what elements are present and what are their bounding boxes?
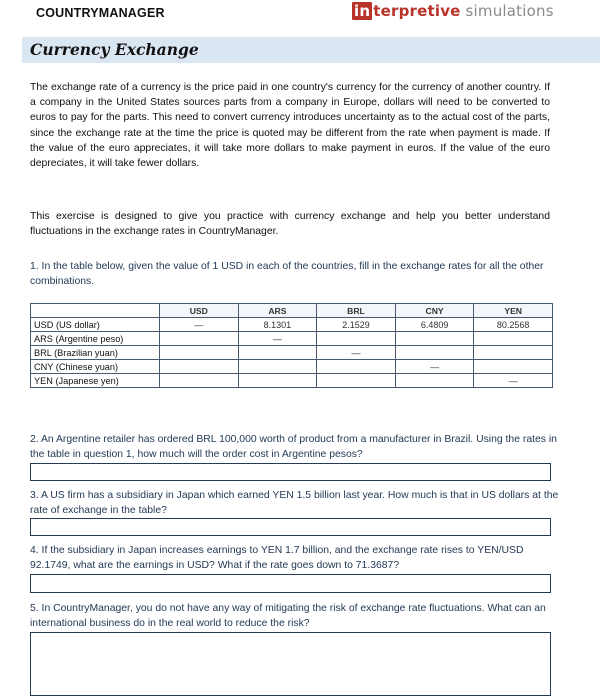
rate-cell[interactable] bbox=[160, 332, 239, 346]
rate-cell[interactable] bbox=[395, 346, 474, 360]
answer-box-4[interactable] bbox=[30, 574, 551, 593]
col-header-brl: BRL bbox=[317, 304, 396, 318]
table-row bbox=[31, 318, 553, 332]
rate-cell[interactable] bbox=[317, 374, 396, 388]
rate-cell: — bbox=[238, 332, 317, 346]
answer-box-5[interactable] bbox=[30, 632, 551, 696]
rate-cell[interactable] bbox=[238, 374, 317, 388]
col-header-ars: ARS bbox=[238, 304, 317, 318]
row-label: ARS (Argentine peso) bbox=[31, 332, 160, 346]
row-label: CNY (Chinese yuan) bbox=[31, 360, 160, 374]
rate-cell: — bbox=[160, 318, 239, 332]
question-2: 2. An Argentine retailer has ordered BRL 100,000 worth of product from a manufacturer in Brazil. Using the rates in the table in question 1, how much will the order cost in Argentine pesos? bbox=[30, 434, 557, 460]
question-3: 3. A US firm has a subsidiary in Japan which earned YEN 1.5 billion last year. How much is that in US dollars at the rate of exchange in the table? bbox=[30, 490, 559, 516]
rate-cell[interactable] bbox=[474, 346, 553, 360]
rate-cell[interactable] bbox=[474, 332, 553, 346]
logo-mark: in bbox=[354, 2, 371, 20]
rate-cell: 2.1529 bbox=[317, 318, 396, 332]
rate-cell[interactable] bbox=[474, 360, 553, 374]
rate-cell[interactable] bbox=[238, 346, 317, 360]
table-row bbox=[31, 374, 553, 388]
rate-cell[interactable] bbox=[395, 332, 474, 346]
intro-paragraph-2: This exercise is designed to give you practice with currency exchange and help you better understand fluctuations in the exchange rates in CountryManager. bbox=[30, 211, 550, 238]
table-row bbox=[31, 332, 553, 346]
document-title: COUNTRYMANAGER bbox=[36, 6, 165, 20]
rate-cell[interactable] bbox=[160, 360, 239, 374]
rate-cell[interactable] bbox=[160, 346, 239, 360]
answer-box-3[interactable] bbox=[30, 518, 551, 536]
col-header-cny: CNY bbox=[395, 304, 474, 318]
row-label: YEN (Japanese yen) bbox=[31, 374, 160, 388]
rate-cell[interactable] bbox=[160, 374, 239, 388]
rate-cell: — bbox=[395, 360, 474, 374]
exchange-rate-table bbox=[30, 303, 553, 388]
rate-cell[interactable] bbox=[395, 374, 474, 388]
table-row bbox=[31, 346, 553, 360]
section-title: Currency Exchange bbox=[30, 40, 199, 59]
table-row bbox=[31, 360, 553, 374]
section-title-band bbox=[22, 37, 600, 63]
row-label: BRL (Brazilian yuan) bbox=[31, 346, 160, 360]
rate-cell: 80.2568 bbox=[474, 318, 553, 332]
publisher-logo bbox=[352, 2, 554, 20]
rate-cell: 6.4809 bbox=[395, 318, 474, 332]
question-1: 1. In the table below, given the value of 1 USD in each of the countries, fill in the exchange rates for all the other combinations. bbox=[30, 261, 544, 287]
answer-box-2[interactable] bbox=[30, 463, 551, 481]
row-label: USD (US dollar) bbox=[31, 318, 160, 332]
rate-cell[interactable] bbox=[317, 360, 396, 374]
logo-tail: simulations bbox=[465, 2, 554, 20]
logo-word: terpretive bbox=[373, 2, 461, 20]
table-corner-cell bbox=[31, 304, 160, 318]
rate-cell: — bbox=[474, 374, 553, 388]
table-header-row bbox=[31, 304, 553, 318]
rate-cell: 8.1301 bbox=[238, 318, 317, 332]
question-4: 4. If the subsidiary in Japan increases earnings to YEN 1.7 billion, and the exchange rate rises to YEN/USD 92.1749, what are the earnings in USD? What if the rate goes down to 71.3687? bbox=[30, 545, 524, 571]
question-5: 5. In CountryManager, you do not have any way of mitigating the risk of exchange rate fluctuations. What can an international business do in the real world to reduce the risk? bbox=[30, 603, 546, 629]
rate-cell[interactable] bbox=[238, 360, 317, 374]
col-header-yen: YEN bbox=[474, 304, 553, 318]
rate-cell[interactable] bbox=[317, 332, 396, 346]
intro-paragraph-1: The exchange rate of a currency is the price paid in one country's currency for the currency of another country. If a company in the United States sources parts from a company in Europe, dollars will need to be converted to euros to pay for the parts. This need to convert currency introduces uncertainty as to the actual cost of the parts, since the exchange rate at the time the price is quoted may be different from the rate when payment is made. If the value of the euro appreciates, it will take more dollars to make payment in euros. If the value of the euro depreciates, it will take fewer dollars. bbox=[30, 82, 550, 170]
col-header-usd: USD bbox=[160, 304, 239, 318]
rate-cell: — bbox=[317, 346, 396, 360]
